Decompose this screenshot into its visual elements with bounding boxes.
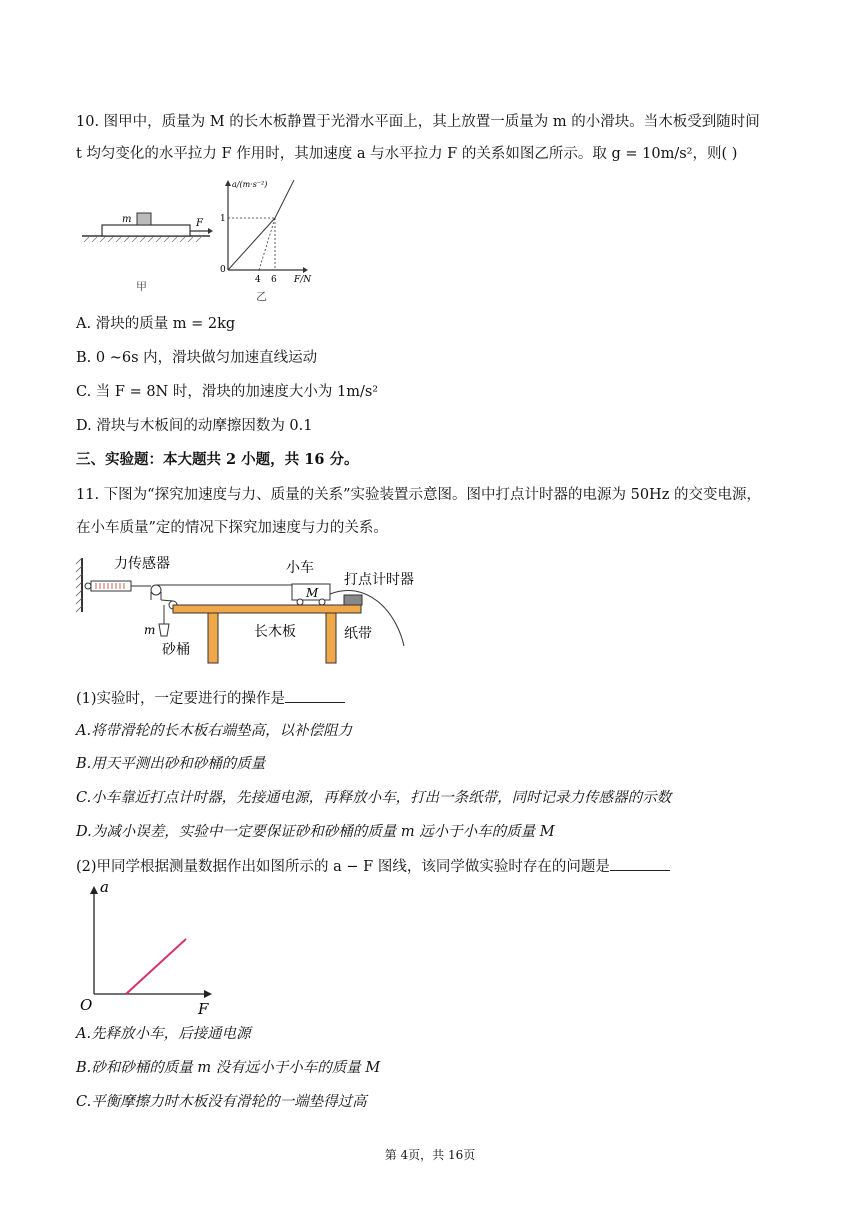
a-f-graph [76, 878, 226, 1018]
figure-jia [82, 200, 212, 300]
graph-x-label: F [198, 1000, 209, 1018]
force-sensor [91, 581, 131, 591]
q11-p1-option-b: B.用天平测出砂和砂桶的质量 [76, 756, 266, 772]
q10-option-a: A. 滑块的质量 m = 2kg [76, 316, 236, 332]
y-axis-label: a/(m·s⁻²) [232, 180, 268, 189]
section-heading: 三、实验题：本大题共 2 小题，共 16 分。 [76, 451, 359, 468]
label-bucket: 砂桶 [162, 642, 190, 658]
graph-y-label: a [100, 878, 109, 896]
q11-p1-option-c: C.小车靠近打点计时器，先接通电源，再释放小车，打出一条纸带，同时记录力传感器的示数 [76, 790, 672, 806]
q11-line1: 11. 下图为“探究加速度与力、质量的关系”实验装置示意图。图中打点计时器的电源为 50Hz 的交变电源， [76, 487, 761, 503]
a-f-line [126, 939, 186, 994]
label-board: 长木板 [254, 624, 296, 640]
q11-p2-option-c: C.平衡摩擦力时木板没有滑轮的一端垫得过高 [76, 1094, 367, 1110]
label-bucket-m: m [144, 623, 156, 637]
label-F: F [196, 218, 203, 229]
q11-part1-text: (1)实验时，一定要进行的操作是 [76, 691, 286, 707]
q11-p1-option-a: A.将带滑轮的长木板右端垫高，以补偿阻力 [76, 723, 353, 739]
timer [344, 595, 362, 605]
q11-line2: 在小车质量”定的情况下探究加速度与力的关系。 [76, 520, 388, 536]
slider-block [137, 213, 151, 225]
answer-blank-1[interactable] [285, 688, 345, 703]
x-tick-6: 6 [271, 275, 277, 285]
label-timer: 打点计时器 [344, 572, 414, 588]
label-sensor: 力传感器 [114, 556, 170, 572]
long-board [102, 225, 190, 236]
q10-line1: 10. 图甲中，质量为 M 的长木板静置于光滑水平面上，其上放置一质量为 m 的小滑块。当木板受到随时间 [76, 114, 760, 130]
x-axis-label: F/N [294, 275, 312, 285]
q11-part1 [76, 688, 345, 709]
q11-p2-option-a: A.先释放小车，后接通电源 [76, 1026, 251, 1042]
page-footer: 第 4页，共 16页 [384, 1148, 476, 1162]
y-tick-1: 1 [220, 214, 226, 224]
q10-option-c: C. 当 F = 8N 时，滑块的加速度大小为 1m/s² [76, 384, 379, 400]
origin-label: 0 [220, 265, 226, 275]
label-cart: 小车 [286, 560, 314, 576]
graph-origin: O [80, 996, 93, 1014]
apparatus-diagram [76, 550, 416, 670]
q10-line2: t 均匀变化的水平拉力 F 作用时，其加速度 a 与水平拉力 F 的关系如图乙所示。取 g = 10m/s²，则( ) [76, 146, 738, 162]
label-m: m [122, 214, 132, 225]
board [173, 605, 361, 613]
label-cart-M: M [306, 586, 319, 600]
q11-p2-option-b: B.砂和砂桶的质量 m 没有远小于小车的质量 M [76, 1060, 381, 1076]
q10-option-b: B. 0 ~6s 内，滑块做匀加速直线运动 [76, 350, 318, 366]
figure-yi [218, 176, 328, 302]
q10-option-d: D. 滑块与木板间的动摩擦因数为 0.1 [76, 418, 313, 434]
q11-p1-option-d: D.为减小误差，实验中一定要保证砂和砂桶的质量 m 远小于小车的质量 M [76, 824, 555, 840]
q11-part2-text: (2)甲同学根据测量数据作出如图所示的 a − F 图线，该同学做实验时存在的问题是 [76, 859, 610, 875]
label-tape: 纸带 [344, 626, 372, 642]
caption-yi: 乙 [256, 290, 267, 303]
caption-jia: 甲 [136, 280, 147, 293]
answer-blank-2[interactable] [610, 856, 670, 871]
x-tick-4: 4 [255, 275, 261, 285]
q11-part2 [76, 856, 670, 877]
